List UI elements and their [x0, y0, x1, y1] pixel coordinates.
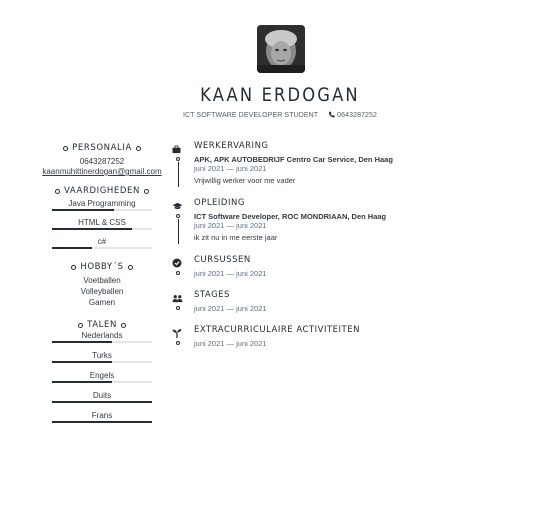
level-bar-fill: [52, 341, 112, 343]
internships-section: [172, 289, 472, 313]
bullet-icon: [78, 323, 83, 328]
header-phone: 0643287252: [337, 112, 378, 119]
personal-phone: 0643287252: [79, 157, 125, 166]
education-entry-title: ICT Software Developer, ROC MONDRIAAN, Den Haag: [194, 212, 387, 221]
courses-entry-date: juni 2021 — juni 2021: [194, 269, 267, 278]
level-bar-fill: [52, 228, 132, 230]
courses-title: CURSUSSEN: [194, 255, 251, 265]
education-entry-date: juni 2021 — juni 2021: [194, 221, 267, 230]
level-bar: [52, 209, 152, 211]
education-entry: [194, 212, 472, 242]
timeline-line: [178, 162, 179, 187]
language-item: [52, 331, 152, 343]
level-bar: [52, 247, 152, 249]
graduation-cap-icon: [172, 198, 184, 210]
skill-label: HTML & CSS: [78, 218, 126, 227]
language-item: [52, 391, 152, 403]
education-section: [172, 197, 472, 242]
language-label: Turks: [92, 351, 112, 360]
education-title: OPLEIDING: [194, 198, 245, 208]
internships-entry: [194, 304, 472, 313]
personal-email-link[interactable]: kaanmuhittinerdogan@gmail.com: [42, 167, 162, 176]
sprout-icon: [172, 325, 184, 337]
level-bar-fill: [52, 381, 112, 383]
work-entry-date: juni 2021 — juni 2021: [194, 164, 267, 173]
extracurricular-title: EXTRACURRICULAIRE ACTIVITEITEN: [194, 325, 360, 335]
skill-item: [52, 218, 152, 230]
bullet-icon: [136, 146, 141, 151]
personalia-title: PERSONALIA: [72, 143, 132, 153]
language-label: Engels: [89, 371, 115, 380]
briefcase-icon: [172, 141, 184, 153]
extracurricular-section: [172, 324, 472, 348]
bullet-icon: [128, 265, 133, 270]
profile-photo: [257, 25, 305, 73]
bullet-icon: [121, 323, 126, 328]
internships-title: STAGES: [194, 290, 230, 300]
skills-title: VAARDIGHEDEN: [64, 186, 140, 196]
timeline-dot: [176, 341, 180, 345]
skills-list: [35, 199, 169, 249]
language-label: Nederlands: [81, 331, 123, 340]
hobbies-title: HOBBY´S: [80, 262, 124, 272]
work-entry-desc: Vrijwillig werker voor me vader: [194, 176, 296, 185]
certificate-icon: [172, 255, 184, 267]
language-item: [52, 351, 152, 363]
timeline-dot: [176, 271, 180, 275]
level-bar-fill: [52, 421, 152, 423]
bullet-icon: [144, 189, 149, 194]
education-entry-desc: ik zit nu in me eerste jaar: [194, 233, 278, 242]
extracurricular-entry: [194, 339, 472, 348]
work-title: WERKERVARING: [194, 141, 269, 151]
language-label: Frans: [91, 411, 113, 420]
internships-entry-date: juni 2021 — juni 2021: [194, 304, 267, 313]
courses-entry: [194, 269, 472, 278]
languages-title: TALEN: [87, 320, 117, 330]
bullet-icon: [63, 146, 68, 151]
hobbies-list: [35, 275, 169, 308]
personalia-heading: [35, 142, 169, 154]
phone-icon: [328, 111, 335, 120]
courses-section: [172, 254, 472, 278]
skill-item: [52, 237, 152, 249]
skill-label: Java Programming: [68, 199, 136, 208]
language-label: Duits: [92, 391, 112, 400]
level-bar: [52, 361, 152, 363]
languages-heading: [35, 319, 169, 331]
skill-label: c#: [97, 237, 107, 246]
page-title: KAAN ERDOGAN: [200, 84, 360, 106]
level-bar-fill: [52, 401, 152, 403]
language-item: [52, 411, 152, 423]
timeline-dot: [176, 306, 180, 310]
right-column: [172, 140, 472, 348]
level-bar-fill: [52, 361, 112, 363]
subtitle-line: [0, 111, 560, 120]
work-entry: [194, 155, 472, 185]
job-title: ICT SOFTWARE DEVELOPER STUDENT: [182, 112, 319, 119]
work-section: [172, 140, 472, 185]
languages-list: [35, 331, 169, 423]
language-item: [52, 371, 152, 383]
skill-item: [52, 199, 152, 211]
level-bar: [52, 421, 152, 423]
timeline-line: [178, 219, 179, 244]
left-column: [35, 142, 169, 423]
people-icon: [172, 290, 184, 302]
timeline-dot: [176, 157, 180, 161]
level-bar-fill: [52, 209, 114, 211]
level-bar: [52, 381, 152, 383]
bullet-icon: [71, 265, 76, 270]
hobby-item: Voetballen: [83, 276, 121, 285]
level-bar: [52, 228, 152, 230]
work-entry-title: APK, APK AUTOBEDRIJF Centro Car Service, Den Haag: [194, 155, 393, 164]
level-bar: [52, 341, 152, 343]
bullet-icon: [55, 189, 60, 194]
extracurricular-entry-date: juni 2021 — juni 2021: [194, 339, 267, 348]
hobbies-heading: [35, 261, 169, 273]
level-bar-fill: [52, 247, 92, 249]
timeline-dot: [176, 214, 180, 218]
hobby-item: Volleyballen: [80, 287, 124, 296]
hobby-item: Gamen: [88, 298, 116, 307]
level-bar: [52, 401, 152, 403]
skills-heading: [35, 185, 169, 197]
